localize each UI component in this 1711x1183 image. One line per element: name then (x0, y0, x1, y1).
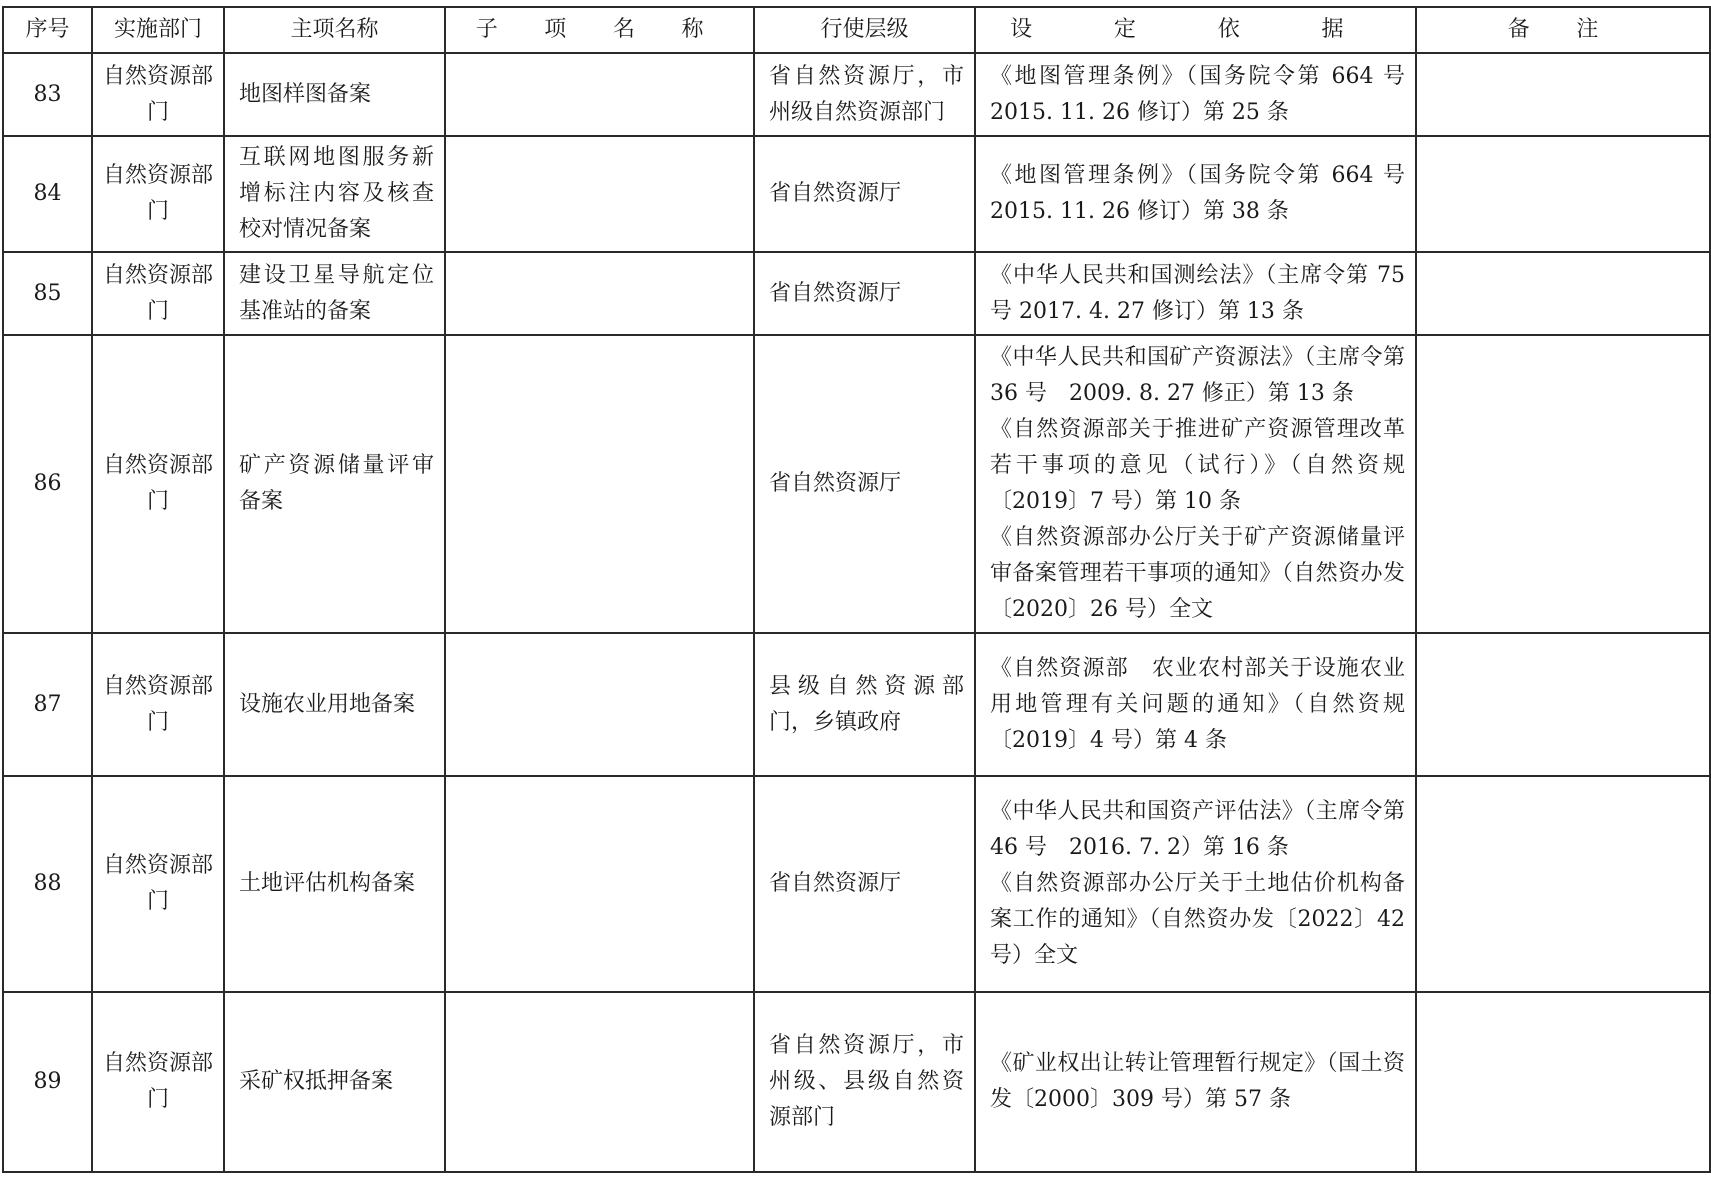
table-row (3, 633, 1710, 776)
header-exercise-level: 行使层级 (754, 7, 975, 53)
cell-remarks (1416, 992, 1710, 1172)
table-row (3, 53, 1710, 136)
header-department: 实施部门 (92, 7, 224, 53)
cell-department: 自然资源部门 (92, 776, 224, 992)
cell-main-item-name: 地图样图备案 (224, 53, 445, 136)
cell-main-item-name: 土地评估机构备案 (224, 776, 445, 992)
basis-line: 《矿业权出让转让管理暂行规定》（国土资发〔2000〕309 号）第 57 条 (990, 1051, 1405, 1112)
table-row (3, 335, 1710, 633)
cell-main-item-name: 采矿权抵押备案 (224, 992, 445, 1172)
cell-serial-number: 86 (3, 335, 92, 633)
cell-remarks (1416, 53, 1710, 136)
header-serial-number: 序号 (3, 7, 92, 53)
basis-line: 《中华人民共和国矿产资源法》（主席令第 36 号 2009. 8. 27 修正）第 13 条 (990, 345, 1405, 406)
cell-remarks (1416, 335, 1710, 633)
cell-department: 自然资源部门 (92, 53, 224, 136)
cell-serial-number: 85 (3, 252, 92, 335)
cell-main-item-name: 矿产资源储量评审备案 (224, 335, 445, 633)
cell-legal-basis (975, 136, 1416, 252)
cell-sub-item-name (445, 53, 754, 136)
admin-filing-table (2, 6, 1711, 1173)
cell-department: 自然资源部门 (92, 992, 224, 1172)
cell-remarks (1416, 776, 1710, 992)
cell-serial-number: 87 (3, 633, 92, 776)
basis-line: 《中华人民共和国资产评估法》（主席令第 46 号 2016. 7. 2）第 16 条 (990, 799, 1405, 860)
basis-line: 《地图管理条例》（国务院令第 664 号 2015. 11. 26 修订）第 25 条 (990, 63, 1405, 125)
cell-department: 自然资源部门 (92, 633, 224, 776)
header-sub-item-name: 子 项 名 称 (445, 7, 754, 53)
basis-line: 《自然资源部办公厅关于矿产资源储量评审备案管理若干事项的通知》（自然资办发〔2020〕26 号）全文 (990, 525, 1405, 622)
cell-main-item-name: 设施农业用地备案 (224, 633, 445, 776)
cell-legal-basis (975, 776, 1416, 992)
cell-remarks (1416, 136, 1710, 252)
basis-line: 《自然资源部关于推进矿产资源管理改革若干事项的意见（试行）》（自然资规〔2019〕7 号）第 10 条 (990, 417, 1405, 514)
cell-sub-item-name (445, 776, 754, 992)
cell-exercise-level: 省自然资源厅，市州级自然资源部门 (754, 53, 975, 136)
header-legal-basis: 设 定 依 据 (975, 7, 1416, 53)
table-row (3, 776, 1710, 992)
cell-exercise-level: 省自然资源厅 (754, 136, 975, 252)
cell-sub-item-name (445, 136, 754, 252)
cell-main-item-name: 互联网地图服务新增标注内容及核查校对情况备案 (224, 136, 445, 252)
cell-sub-item-name (445, 992, 754, 1172)
cell-department: 自然资源部门 (92, 335, 224, 633)
basis-line: 《地图管理条例》（国务院令第 664 号 2015. 11. 26 修订）第 38 条 (990, 163, 1405, 224)
cell-legal-basis (975, 252, 1416, 335)
cell-exercise-level: 省自然资源厅，市州级、县级自然资源部门 (754, 992, 975, 1172)
cell-sub-item-name (445, 335, 754, 633)
cell-exercise-level: 县级自然资源部门，乡镇政府 (754, 633, 975, 776)
cell-remarks (1416, 633, 1710, 776)
cell-serial-number: 88 (3, 776, 92, 992)
table-row (3, 252, 1710, 335)
cell-exercise-level: 省自然资源厅 (754, 252, 975, 335)
header-main-item-name: 主项名称 (224, 7, 445, 53)
cell-department: 自然资源部门 (92, 136, 224, 252)
cell-sub-item-name (445, 252, 754, 335)
cell-exercise-level: 省自然资源厅 (754, 335, 975, 633)
cell-main-item-name: 建设卫星导航定位基准站的备案 (224, 252, 445, 335)
basis-line: 《中华人民共和国测绘法》（主席令第 75 号 2017. 4. 27 修订）第 13 条 (990, 262, 1405, 324)
table-row (3, 136, 1710, 252)
cell-exercise-level: 省自然资源厅 (754, 776, 975, 992)
cell-serial-number: 83 (3, 53, 92, 136)
cell-legal-basis (975, 335, 1416, 633)
cell-department: 自然资源部门 (92, 252, 224, 335)
table-header-row (3, 7, 1710, 53)
cell-legal-basis (975, 633, 1416, 776)
table-row (3, 992, 1710, 1172)
cell-serial-number: 84 (3, 136, 92, 252)
cell-serial-number: 89 (3, 992, 92, 1172)
cell-legal-basis (975, 53, 1416, 136)
cell-sub-item-name (445, 633, 754, 776)
cell-remarks (1416, 252, 1710, 335)
header-remarks: 备 注 (1416, 7, 1710, 53)
cell-legal-basis (975, 992, 1416, 1172)
basis-line: 《自然资源部办公厅关于土地估价机构备案工作的通知》（自然资办发〔2022〕42 号）全文 (990, 871, 1405, 968)
basis-line: 《自然资源部 农业农村部关于设施农业用地管理有关问题的通知》（自然资规〔2019〕4 号）第 4 条 (990, 655, 1405, 753)
